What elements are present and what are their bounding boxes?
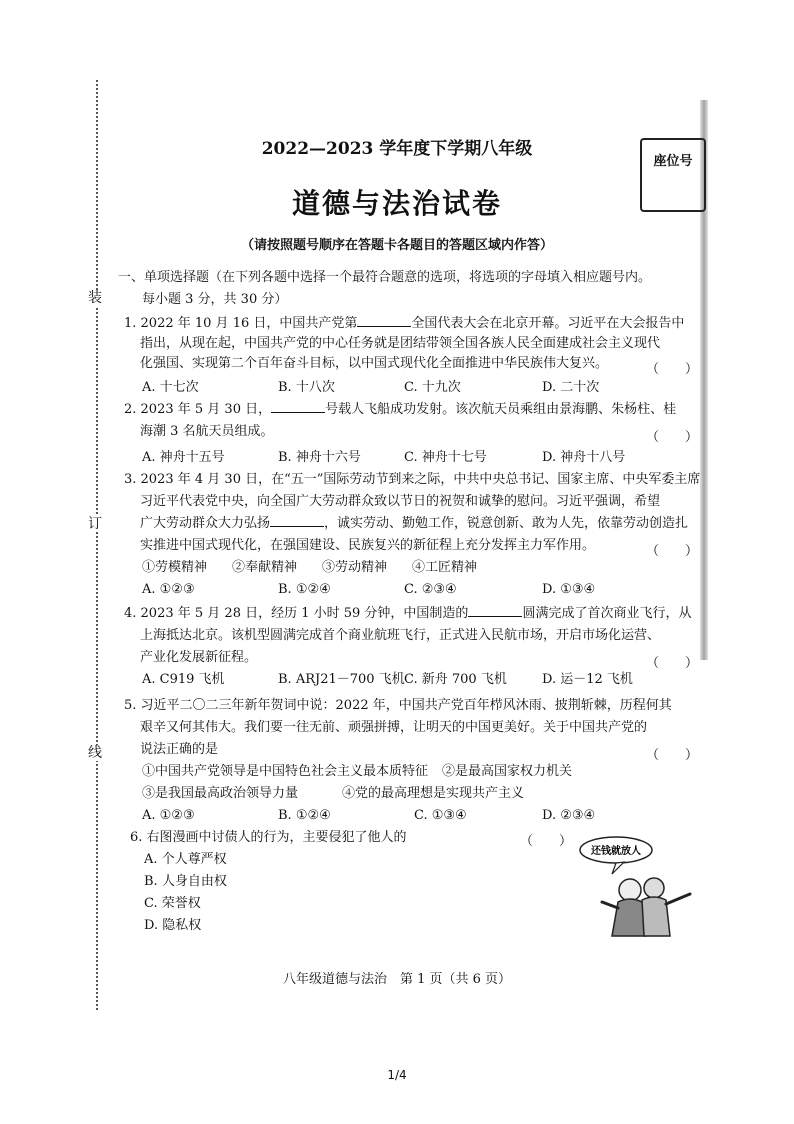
q2-answer-paren: （ ） bbox=[646, 430, 699, 445]
q5-item-4: ④党的最高理想是实现共产主义 bbox=[342, 786, 525, 801]
q5-option-d: D. ②③④ bbox=[542, 808, 596, 823]
q2-line1: 2. 2023 年 5 月 30 日， 号载人飞船成功发射。该次航天员乘组由景海鹏、朱杨柱、桂 bbox=[124, 402, 677, 417]
q3-item-4: ④工匠精神 bbox=[412, 560, 478, 575]
q6-answer-paren: （ ） bbox=[520, 834, 573, 849]
q3-option-d: D. ①③④ bbox=[542, 582, 596, 597]
q2-option-d: D. 神舟十八号 bbox=[542, 450, 626, 465]
q4-line2: 上海抵达北京。该机型圆满完成首个商业航班飞行，正式进入民航市场，开启市场化运营、 bbox=[140, 628, 661, 643]
q1-line2: 指出，从现在起，中国共产党的中心任务就是团结带领全国各族人民全面建成社会主义现代 bbox=[140, 336, 661, 351]
q5-line3: 说法正确的是 bbox=[140, 742, 219, 757]
q3-line1: 3. 2023 年 4 月 30 日，在“五一”国际劳动节到来之际，中共中央总书记、国家主席、中央军委主席 bbox=[124, 472, 701, 487]
binding-char-ding: 订 bbox=[88, 516, 102, 532]
q3-line2: 习近平代表党中央，向全国广大劳动群众致以节日的祝贺和诚挚的慰问。习近平强调，希望 bbox=[140, 494, 661, 509]
figure-head bbox=[644, 878, 664, 898]
q4-answer-paren: （ ） bbox=[646, 656, 699, 671]
answer-blank bbox=[357, 314, 411, 327]
q5-item-3: ③是我国最高政治领导力量 bbox=[142, 786, 299, 801]
q5-line1: 5. 习近平二〇二三年新年贺词中说：2022 年，中国共产党百年栉风沐雨、披荆斩棘，历程何其 bbox=[124, 698, 672, 713]
q6-option-b: B. 人身自由权 bbox=[144, 874, 227, 889]
q6-option-a: A. 个人尊严权 bbox=[144, 852, 227, 867]
q2-option-a: A. 神舟十五号 bbox=[142, 450, 225, 465]
q5-item-2: ②是最高国家权力机关 bbox=[442, 764, 573, 779]
q3-line4: 实推进中国式现代化，在强国建设、民族复兴的新征程上充分发挥主力军作用。 bbox=[140, 538, 596, 553]
seat-number-box bbox=[640, 138, 706, 212]
q3-line3: 广大劳动群众大力弘扬 ，诚实劳动、勤勉工作，锐意创新、敢为人先，依靠劳动创造扎 bbox=[140, 516, 689, 531]
q3-option-b: B. ①②④ bbox=[278, 582, 331, 597]
exam-year-title: 2022—2023 学年度下学期八年级 bbox=[261, 139, 533, 159]
q4-option-c: C. 新舟 700 飞机 bbox=[404, 672, 507, 687]
q6-line1: 6. 右图漫画中讨债人的行为，主要侵犯了他人的 bbox=[130, 830, 407, 845]
q3-item-3: ③劳动精神 bbox=[322, 560, 388, 575]
q1-option-c: C. 十九次 bbox=[404, 380, 461, 395]
figure-head bbox=[619, 879, 641, 901]
q5-answer-paren: （ ） bbox=[646, 748, 699, 763]
answer-blank bbox=[270, 514, 324, 527]
q1-answer-paren: （ ） bbox=[646, 362, 699, 377]
q4-option-b: B. ARJ21－700 飞机 bbox=[278, 672, 405, 687]
q4-option-d: D. 运－12 飞机 bbox=[542, 672, 633, 687]
q3-answer-paren: （ ） bbox=[646, 544, 699, 559]
q1-option-b: B. 十八次 bbox=[278, 380, 335, 395]
binding-char-xian: 线 bbox=[88, 745, 102, 761]
q1-line1: 1. 2022 年 10 月 16 日，中国共产党第 全国代表大会在北京开幕。习近平在大会报告中 bbox=[124, 316, 685, 331]
seat-number-label: 座位号 bbox=[653, 154, 693, 169]
speech-bubble-text: 还钱就放人 bbox=[591, 846, 641, 857]
debt-collector-cartoon bbox=[572, 832, 702, 942]
answer-blank bbox=[468, 604, 522, 617]
q2-option-b: B. 神舟十六号 bbox=[278, 450, 361, 465]
q2-line2: 海潮 3 名航天员组成。 bbox=[140, 424, 274, 439]
q5-option-a: A. ①②③ bbox=[142, 808, 195, 823]
q3-option-c: C. ②③④ bbox=[404, 582, 457, 597]
section1-heading: 一、单项选择题（在下列各题中选择一个最符合题意的选项，将选项的字母填入相应题号内。 bbox=[118, 270, 652, 285]
binding-char-zhuang: 装 bbox=[88, 290, 102, 306]
q5-option-c: C. ①③④ bbox=[414, 808, 467, 823]
q3-item-1: ①劳模精神 bbox=[142, 560, 208, 575]
q5-item-1: ①中国共产党领导是中国特色社会主义最本质特征 bbox=[142, 764, 429, 779]
answer-blank bbox=[271, 400, 325, 413]
q4-option-a: A. C919 飞机 bbox=[142, 672, 225, 687]
q2-option-c: C. 神舟十七号 bbox=[404, 450, 487, 465]
q5-line2: 艰辛又何其伟大。我们要一往无前、顽强拼搏，让明天的中国更美好。关于中国共产党的 bbox=[140, 720, 648, 735]
q1-line3: 化强国、实现第二个百年奋斗目标，以中国式现代化全面推进中华民族伟大复兴。 bbox=[140, 356, 609, 371]
answer-instruction: （请按照题号顺序在答题卡各题目的答题区域内作答） bbox=[240, 238, 553, 253]
q5-option-b: B. ①②④ bbox=[278, 808, 331, 823]
q4-line3: 产业化发展新征程。 bbox=[140, 650, 258, 665]
q4-line1: 4. 2023 年 5 月 28 日，经历 1 小时 59 分钟，中国制造的 圆满完成了首次商业飞行，从 bbox=[124, 606, 692, 621]
q1-option-a: A. 十七次 bbox=[142, 380, 199, 395]
page-footer: 八年级道德与法治 第 1 页（共 6 页） bbox=[282, 972, 512, 987]
q3-item-2: ②奉献精神 bbox=[232, 560, 298, 575]
section1-heading-cont: 每小题 3 分，共 30 分） bbox=[142, 292, 288, 307]
q3-option-a: A. ①②③ bbox=[142, 582, 195, 597]
q1-option-d: D. 二十次 bbox=[542, 380, 600, 395]
q6-option-d: D. 隐私权 bbox=[144, 918, 202, 933]
exam-subject-title: 道德与法治试卷 bbox=[291, 187, 502, 220]
page-indicator: 1/4 bbox=[387, 1068, 407, 1082]
q6-option-c: C. 荣誉权 bbox=[144, 896, 201, 911]
